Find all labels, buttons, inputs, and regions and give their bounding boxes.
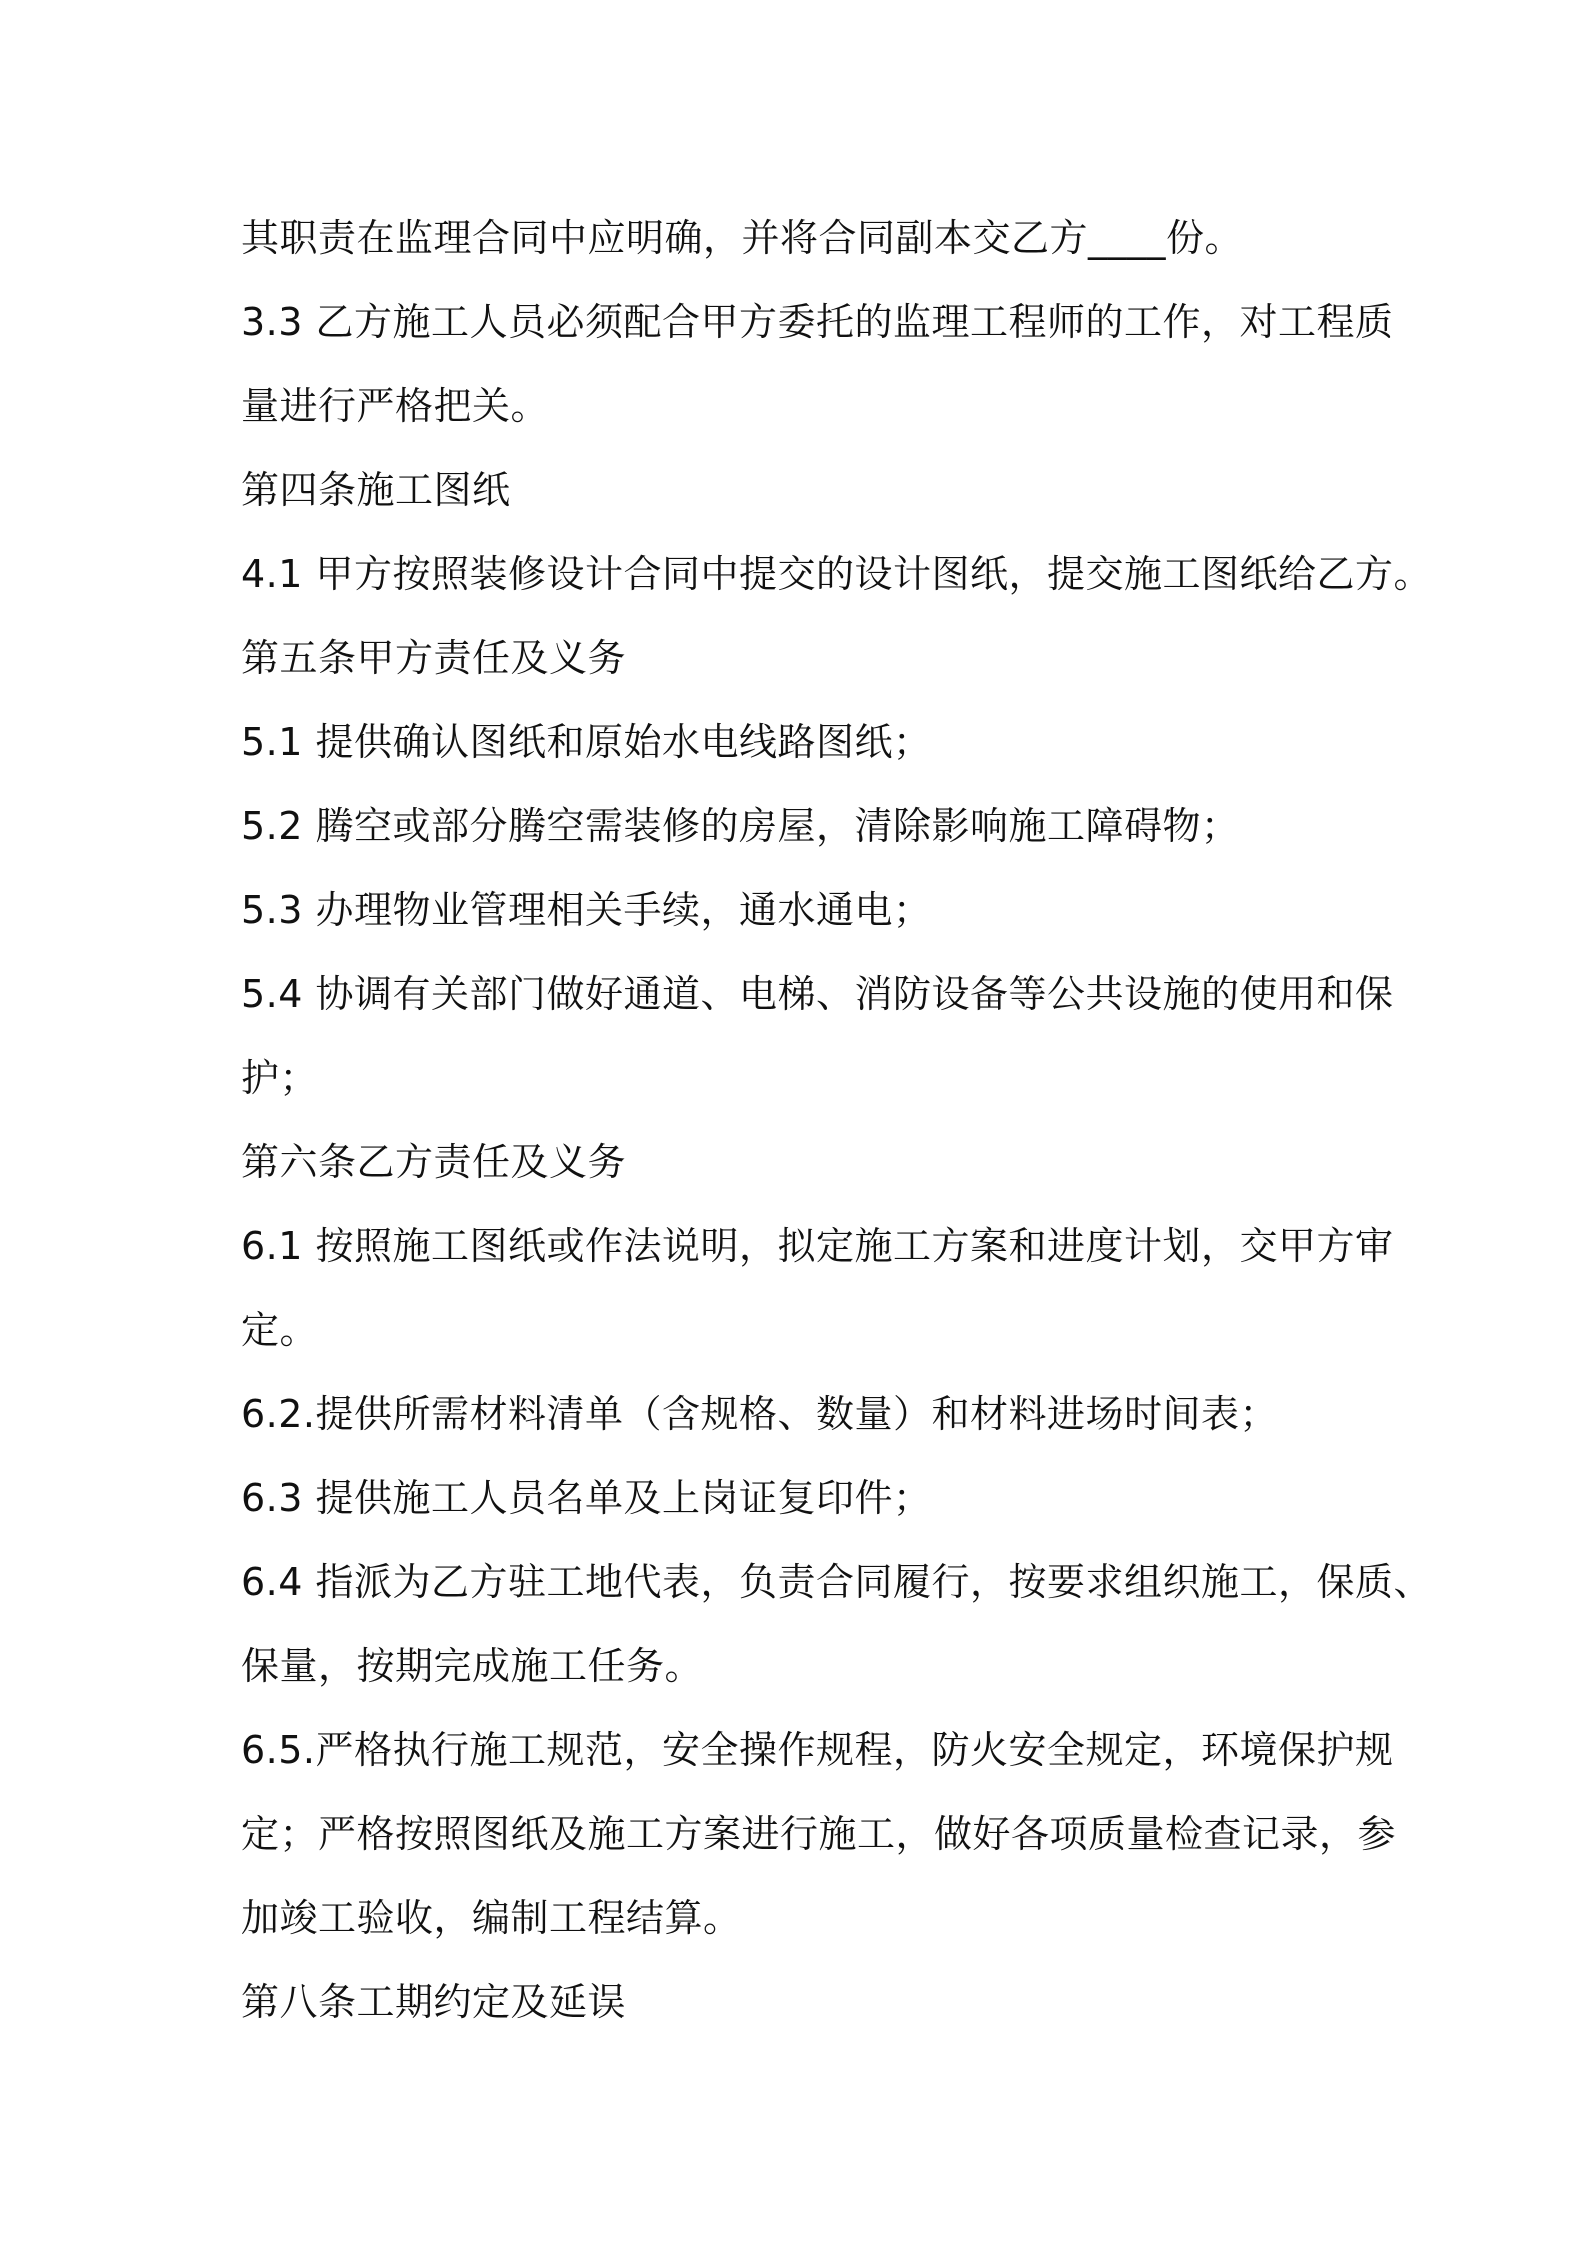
clause-6-2: 6.2.提供所需材料清单（含规格、数量）和材料进场时间表； xyxy=(241,1392,1279,1436)
clause-5-3: 5.3 办理物业管理相关手续，通水通电； xyxy=(241,888,932,932)
clause-6-5-line-2: 定；严格按照图纸及施工方案进行施工，做好各项质量检查记录，参 xyxy=(241,1812,1397,1856)
article-4-heading: 第四条施工图纸 xyxy=(241,468,511,512)
article-6-heading: 第六条乙方责任及义务 xyxy=(241,1140,627,1184)
clause-6-1-line-1: 6.1 按照施工图纸或作法说明，拟定施工方案和进度计划，交甲方审 xyxy=(241,1224,1394,1268)
clause-5-4-line-2: 护； xyxy=(241,1056,319,1100)
clause-5-2: 5.2 腾空或部分腾空需装修的房屋，清除影响施工障碍物； xyxy=(241,804,1240,848)
clause-6-5-line-1: 6.5.严格执行施工规范，安全操作规程，防火安全规定，环境保护规 xyxy=(241,1728,1394,1772)
document-page xyxy=(241,196,1433,2044)
clause-6-5-line-3: 加竣工验收，编制工程结算。 xyxy=(241,1896,742,1940)
clause-6-4-line-2: 保量，按期完成施工任务。 xyxy=(241,1644,704,1688)
clause-6-1-line-2: 定。 xyxy=(241,1308,319,1352)
body-text-line: 其职责在监理合同中应明确，并将合同副本交乙方____份。 xyxy=(241,216,1244,260)
clause-6-3: 6.3 提供施工人员名单及上岗证复印件； xyxy=(241,1476,932,1520)
article-5-heading: 第五条甲方责任及义务 xyxy=(241,636,627,680)
clause-5-4-line-1: 5.4 协调有关部门做好通道、电梯、消防设备等公共设施的使用和保 xyxy=(241,972,1394,1016)
article-8-heading: 第八条工期约定及延误 xyxy=(241,1980,627,2024)
clause-6-4-line-1: 6.4 指派为乙方驻工地代表，负责合同履行，按要求组织施工，保质、 xyxy=(241,1560,1433,1604)
clause-4-1: 4.1 甲方按照装修设计合同中提交的设计图纸，提交施工图纸给乙方。 xyxy=(241,552,1433,596)
clause-3-3-line-2: 量进行严格把关。 xyxy=(241,384,550,428)
clause-3-3-line-1: 3.3 乙方施工人员必须配合甲方委托的监理工程师的工作，对工程质 xyxy=(241,300,1394,344)
clause-5-1: 5.1 提供确认图纸和原始水电线路图纸； xyxy=(241,720,932,764)
